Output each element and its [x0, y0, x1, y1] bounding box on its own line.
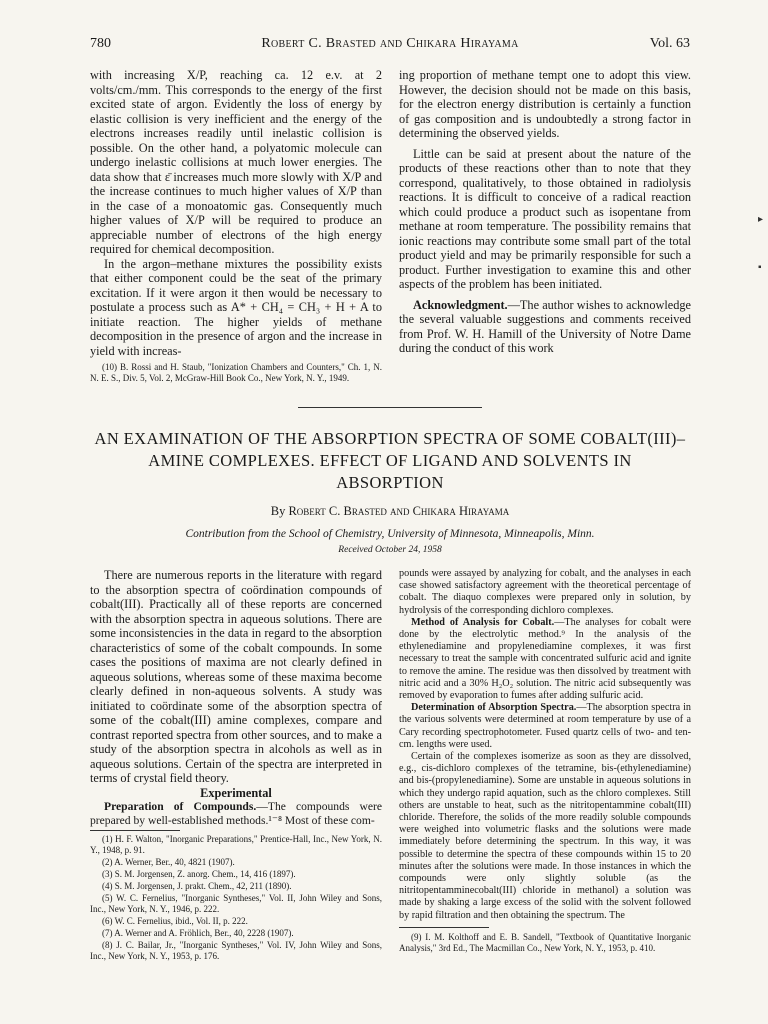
footnote: (1) H. F. Walton, "Inorganic Preparations," Prentice-Hall, Inc., New York, N. Y., 1948, p. 91. [90, 834, 382, 855]
section-heading: Experimental [200, 785, 272, 800]
volume-label: Vol. 63 [649, 36, 690, 51]
footnote: (5) W. C. Fernelius, "Inorganic Syntheses," Vol. II, John Wiley and Sons, Inc., New York, N. Y., 1946, p. 222. [90, 893, 382, 914]
page-number: 780 [90, 36, 111, 51]
footnote-rule [399, 927, 489, 928]
body-paragraph: In the argon–methane mixtures the possibility exists that either component could be the seat of the primary excitation. If it were argon it then would be necessary to postulate a process such as A* + CH₄ = CH₃ + H + A to initiate reaction. The higher yields of methane decomposition in the presence of argon and the increase in yield with increas- [90, 256, 382, 358]
byline-prefix: By [270, 504, 286, 518]
footnote-block [399, 932, 691, 954]
footnote: (2) A. Werner, Ber., 40, 4821 (1907). [102, 857, 235, 867]
prev-article-left-column [90, 68, 382, 385]
acknowledgment-paragraph [399, 298, 691, 356]
title-line: AMINE COMPLEXES. EFFECT OF LIGAND AND SOLVENTS IN [148, 451, 632, 470]
method-text: —The analyses for cobalt were done by the electrolytic method.⁹ In the analysis of the ethylenediamine and propylenediamine complexes, it was first necessary to treat the sample with concentrated sulfuric acid and ignite to remove the amine. The residue was then dissolved by treatment with nitric acid and a 30% H₂O₂ solution. The nitric acid subsequently was removed by evaporation to fumes after adding sulfuric acid. [399, 616, 691, 702]
received-date: Received October 24, 1958 [338, 545, 442, 555]
prep-label: Preparation of Compounds. [104, 800, 257, 813]
title-line: ABSORPTION [336, 473, 444, 492]
acknowledgment-text: —The author wishes to acknowledge the several valuable suggestions and comments received from Prof. W. H. Hamill of the University of Notre Dame during the conduct of this work [399, 297, 691, 355]
article-title [90, 428, 690, 494]
footnote-block [90, 362, 382, 384]
contribution-line: Contribution from the School of Chemistry, University of Minnesota, Minneapolis, Minn. [185, 528, 595, 540]
acknowledgment-label: Acknowledgment. [413, 297, 508, 312]
determination-text: —The absorption spectra in the various solvents were determined at room temperature by use of a Cary recording spectrophotometer. Fused quartz cells of two- and ten-cm. lengths were used. [399, 702, 692, 750]
byline [90, 504, 690, 519]
intro-paragraph: There are numerous reports in the literature with regard to the absorption spectra of coördination compounds of cobalt(III). Practically all of these reports are concerned with the absorption spectra in aqueous solutions. There are some inconsistencies in the data in regard to the absorption characteristics of some of the cobalt compounds. In some cases the positions of maxima are not clearly defined in aqueous solutions, whereas some of these maxima become clearly defined in non-aqueous solvents. A study was initiated to coördinate some of the absorption spectra of some of the cobalt(III) amine complexes, compare and contrast reported spectra from other sources, and to make a study of the absorption spectra in alcohols as well as in aqueous solutions. Certain of the spectra are interpreted in terms of crystal field theory. [90, 568, 382, 785]
footnote-rule [90, 830, 180, 831]
article-separator-rule [298, 407, 482, 408]
prep-paragraph [90, 800, 382, 827]
method-paragraph [399, 617, 691, 702]
byline-authors: Robert C. Brasted and Chikara Hirayama [288, 504, 510, 518]
method-label: Method of Analysis for Cobalt. [411, 616, 555, 628]
body-paragraph: Certain of the complexes isomerize as soon as they are dissolved, e.g., cis-dichloro complexes of the tetramine, bis-(ethylenediamine) and bis-(propylenediamine). Some are unstable in aqueous solutions in which they undergo rapid aquation, such as the chloro complexes. Still others are unstable to heat, such as the nitritopentammine cobalt(III) chloride. Therefore, the solids of the more readily soluble compounds were weighed into volumetric flasks and the solutions were made immediately before determining the spectrum. In this way, it was possible to determine the spectra of these compounds within 15 to 20 minutes after the solutions were made. In those instances in which the compounds were only slightly soluble (as the nitritopentamminecobalt(III) chloride in methanol) a solution was made by shaking a large excess of the solid with the solvent followed by rapid filtration and then obtaining the spectrum. The [399, 751, 691, 921]
footnote: (10) B. Rossi and H. Staub, "Ionization Chambers and Counters," Ch. 1, N. N. E. S., Div. 5, Vol. 2, McGraw-Hill Book Co., New York, N. Y., 1949. [90, 362, 382, 383]
body-paragraph: Little can be said at present about the nature of the products of these reactions other than to note that they correspond, qualitatively, to those obtained in radiolysis reactions. It is difficult to conceive of a radical reaction which could produce a product such as isopentane from methane at room temperature. The possibility remains that ionic reactions may contribute some small part of the total product yield and may be primarily responsible for such a product. Further investigation to examine this and other aspects of the problem has been initiated. [399, 146, 691, 291]
footnote: (7) A. Werner and A. Fröhlich, Ber., 40, 2228 (1907). [102, 928, 294, 938]
body-paragraph: ing proportion of methane tempt one to adopt this view. However, the decision should not be made on this basis, for the electron energy distribution is certainly a function of gas composition and is undoubtedly a strong factor in determining the observed yields. [399, 68, 691, 140]
prep-text: —The compounds were prepared by well-established methods.¹⁻⁸ Most of these com- [90, 800, 382, 827]
title-line: AN EXAMINATION OF THE ABSORPTION SPECTRA OF SOME COBALT(III)– [94, 429, 686, 448]
prev-article-right-column [399, 68, 691, 356]
footnote: (9) I. M. Kolthoff and E. B. Sandell, "Textbook of Quantitative Inorganic Analysis," 3rd Ed., The Macmillan Co., New York, N. Y., 1953, p. 410. [399, 931, 691, 953]
footnote-block [90, 834, 382, 962]
page-header [90, 36, 690, 56]
running-title: Robert C. Brasted and Chikara Hirayama [261, 36, 519, 51]
determination-label: Determination of Absorption Spectra. [411, 702, 577, 714]
article-left-column [90, 568, 382, 963]
margin-mark-icon: ▸ [758, 214, 764, 225]
footnote: (4) S. M. Jorgensen, J. prakt. Chem., 42, 211 (1890). [102, 881, 292, 891]
footnote: (3) S. M. Jorgensen, Z. anorg. Chem., 14, 416 (1897). [102, 869, 296, 879]
determination-paragraph [399, 702, 691, 751]
footnote: (6) W. C. Fernelius, ibid., Vol. II, p. 222. [102, 916, 248, 926]
footnote: (8) J. C. Bailar, Jr., "Inorganic Syntheses," Vol. IV, John Wiley and Sons, Inc., New York, N. Y., 1953, p. 176. [90, 940, 382, 961]
body-paragraph: pounds were assayed by analyzing for cobalt, and the analyses in each case showed satisfactory agreement with the theoretical percentage of cobalt. The diaquo complexes were prepared only in solution, by hydrolysis of the corresponding dichloro complexes. [399, 568, 691, 616]
margin-mark-icon: ▪ [758, 262, 762, 273]
body-paragraph: with increasing X/P, reaching ca. 12 e.v. at 2 volts/cm./mm. This corresponds to the energy of the first excited state of argon. Evidently the loss of energy by elastic collision is very inefficient and the energy of the electrons increases readily until inelastic collision is possible. On the other hand, a polyatomic molecule can undergo inelastic collisions at much lower energies. The data show that ε̄ increases much more slowly with X/P and the increase continues to much higher values of X/P than in the case of a monoatomic gas. Consequently much higher values of X/P will be required to produce an appreciable number of electrons of the high energy required for chemical decomposition. [90, 68, 382, 256]
article-right-column [399, 568, 691, 954]
